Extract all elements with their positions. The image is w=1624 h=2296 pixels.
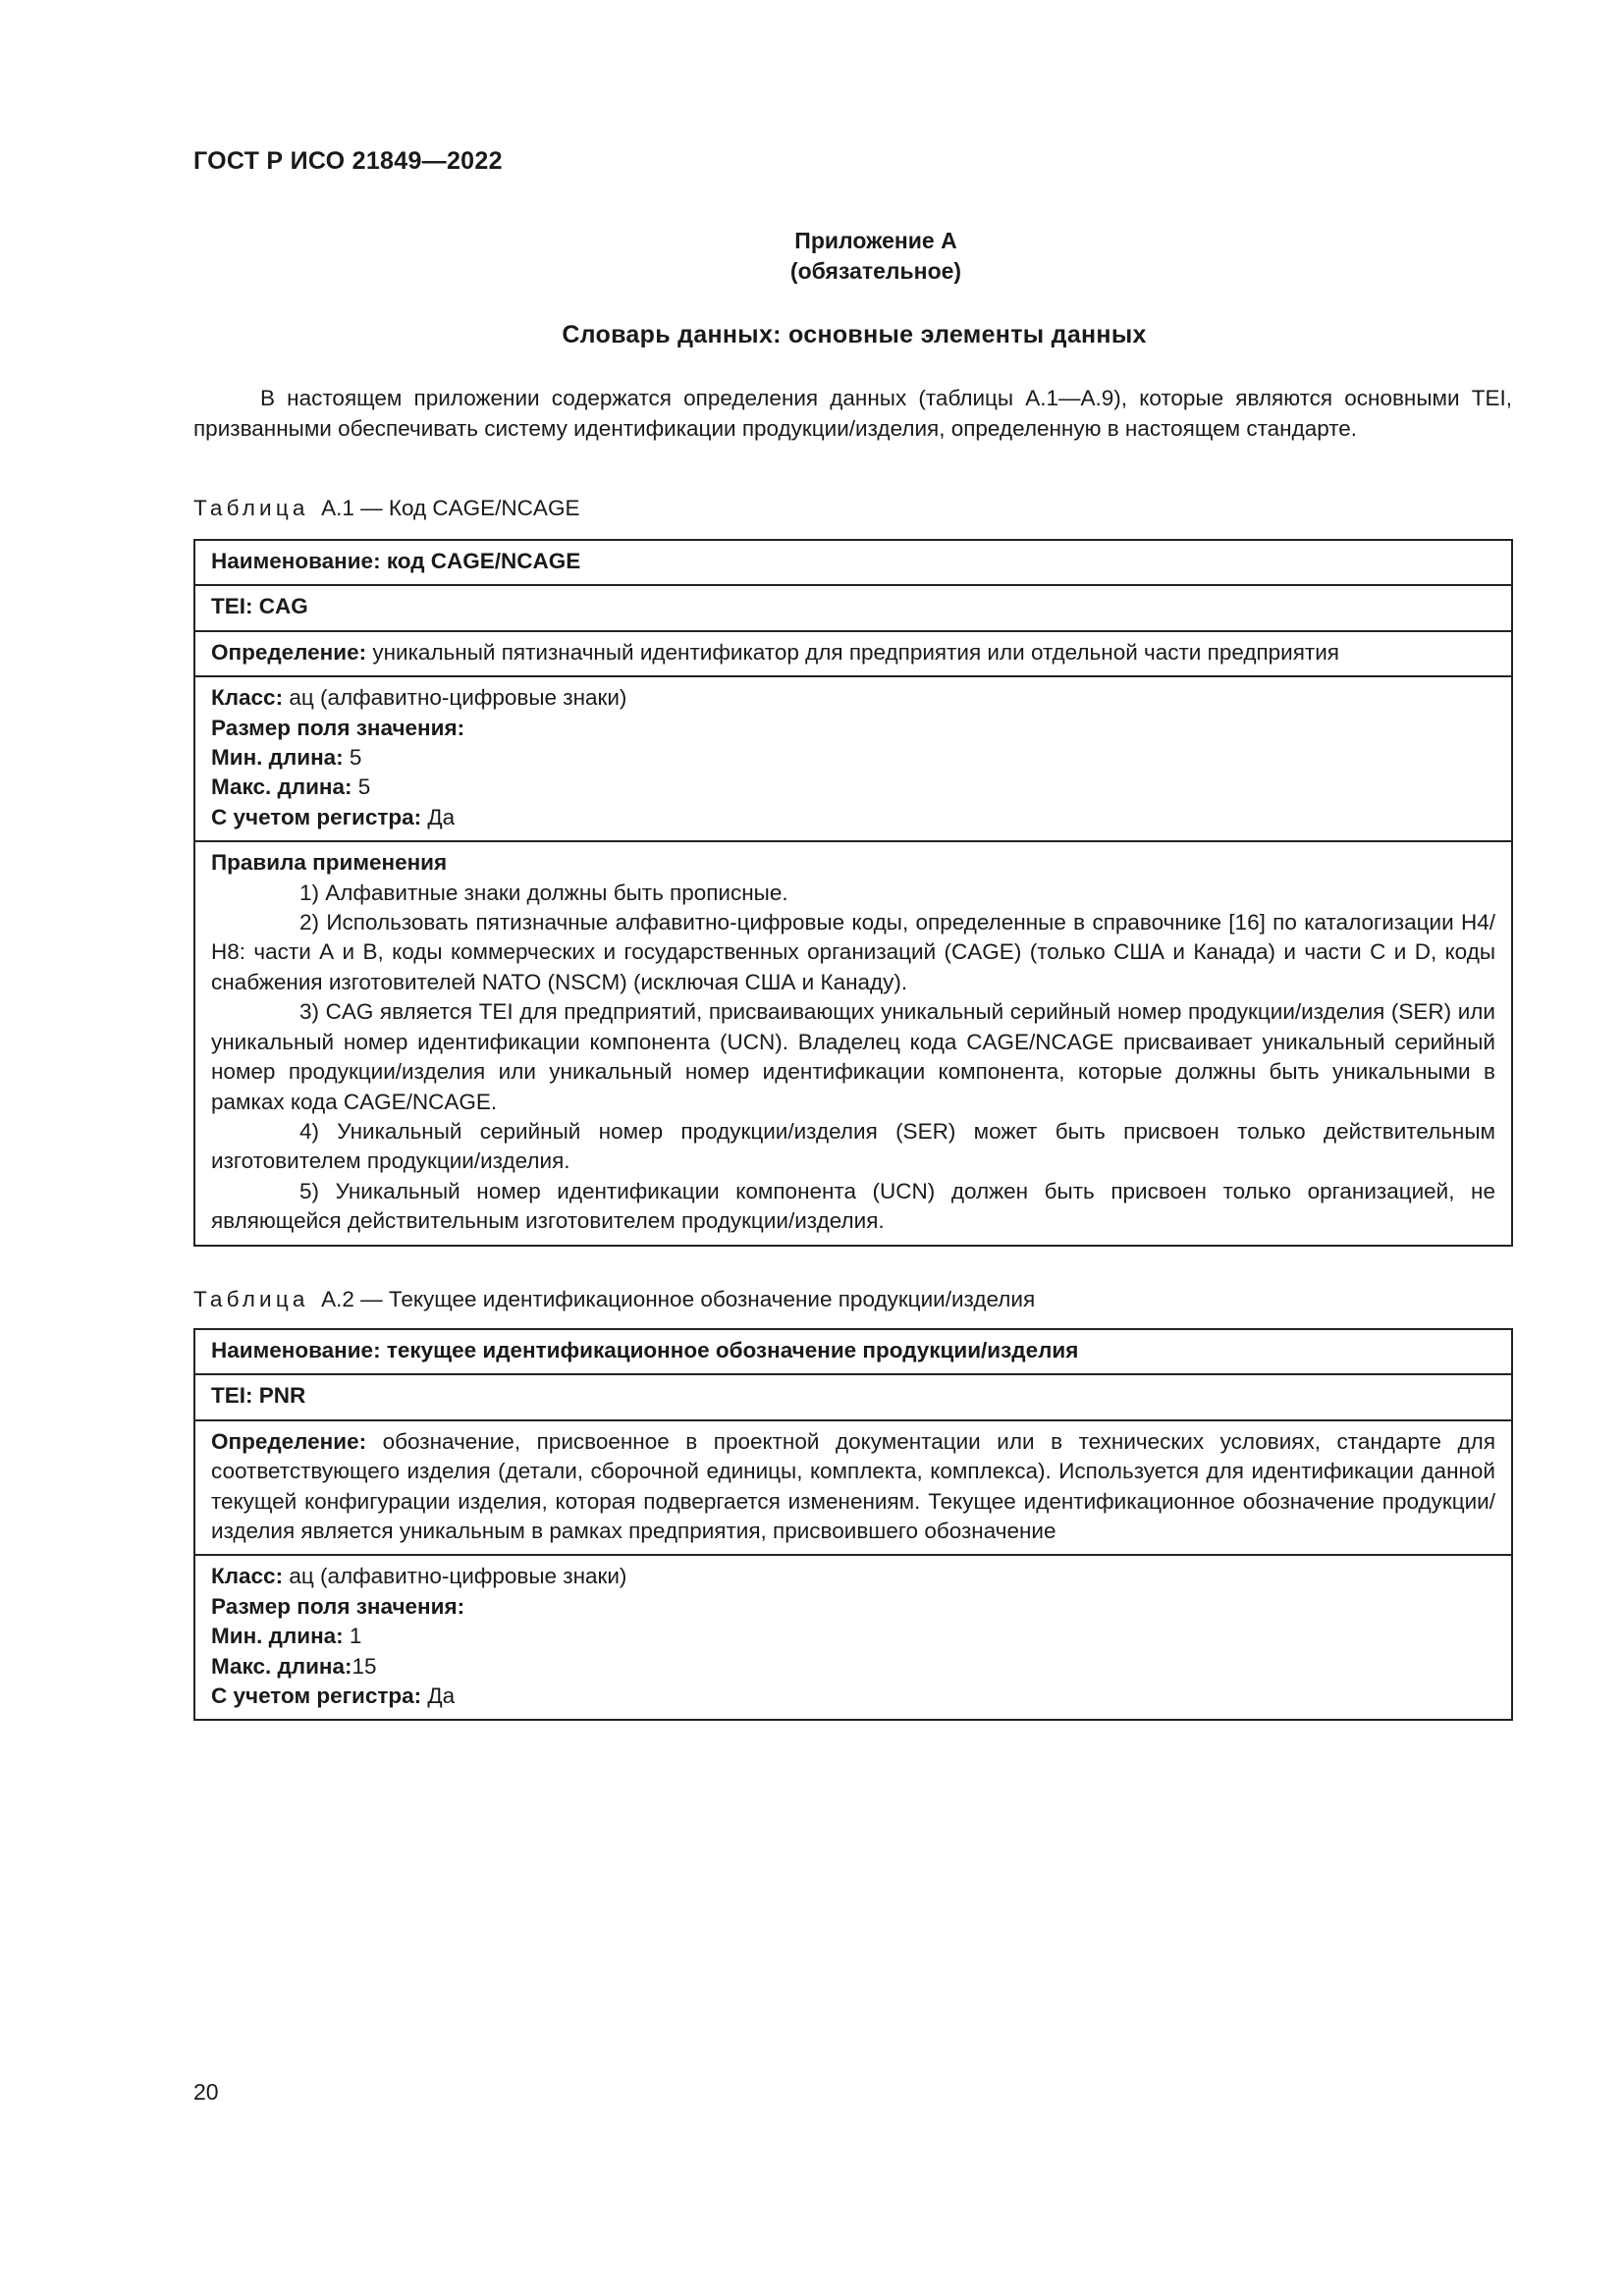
document-id: ГОСТ Р ИСО 21849—2022 (193, 147, 503, 175)
table1-caption (193, 494, 579, 523)
rule-item: 3) CAG является TEI для предприятий, присваивающих уникальный серийный номер продукции/изделия (SER) или уникальный номер идентификации компонента (UCN). Владелец кода CAGE/NCAGE присваивает уникальный серийный номер продукции/изделия или уникальный номер идентификации компонента, которые должны быть уникальными в рамках кода CAGE/NCAGE. (211, 999, 1495, 1114)
table-row (194, 631, 1512, 676)
intro-paragraph: В настоящем приложении содержатся определения данных (таблицы А.1—А.9), которые являются основными TEI, призванными обеспечивать систему идентификации продукции/изделия, определенную в настоящем стандарте. (193, 386, 1512, 441)
table1-caption-text: А.1 — Код CAGE/NCAGE (321, 496, 580, 520)
table-row (194, 1329, 1512, 1374)
table-row (194, 1555, 1512, 1720)
table-row (194, 676, 1512, 841)
page-number: 20 (193, 2079, 219, 2105)
table2-attributes: Класс: ац (алфавитно-цифровые знаки) Размер поля значения: Мин. длина: 1 Макс. длина:15 С учетом регистра: Да (194, 1555, 1512, 1720)
rule-item: 1) Алфавитные знаки должны быть прописные. (299, 880, 788, 905)
rules-title: Правила применения (211, 850, 448, 876)
table-row (194, 585, 1512, 630)
table1-attributes: Класс: ац (алфавитно-цифровые знаки) Размер поля значения: Мин. длина: 5 Макс. длина: 5 С учетом регистра: Да (194, 676, 1512, 841)
table2-caption-prefix: Таблица (193, 1287, 309, 1311)
rule-item: 4) Уникальный серийный номер продукции/изделия (SER) может быть присвоен только действительным изготовителем продукции/изделия. (211, 1118, 1495, 1174)
rule-item: 5) Уникальный номер идентификации компонента (UCN) должен быть присвоен только организацией, не являющейся действительным изготовителем продукции/изделия. (211, 1178, 1495, 1234)
section-title: Словарь данных: основные элементы данных (562, 321, 1147, 348)
appendix-title: Приложение А (794, 228, 957, 253)
table1-name: Наименование: код CAGE/NCAGE (194, 540, 1512, 585)
table-row (194, 1420, 1512, 1556)
table1-rules (194, 841, 1512, 1245)
table2-caption (193, 1285, 1035, 1314)
table1-definition: Определение: уникальный пятизначный идентификатор для предприятия или отдельной части предприятия (194, 631, 1512, 676)
table2-tei: TEI: PNR (194, 1374, 1512, 1419)
table-row (194, 841, 1512, 1245)
table2-name: Наименование: текущее идентификационное обозначение продукции/изделия (194, 1329, 1512, 1374)
table1-caption-prefix: Таблица (193, 496, 309, 520)
table-a1 (193, 539, 1513, 1247)
table2-caption-text: А.2 — Текущее идентификационное обозначение продукции/изделия (321, 1287, 1036, 1311)
table-row (194, 1374, 1512, 1419)
table1-tei: TEI: CAG (194, 585, 1512, 630)
rule-item: 2) Использовать пятизначные алфавитно-цифровые коды, определенные в справочнике [16] по каталогизации Н4/Н8: части А и В, коды коммерческих и государственных организаций (CAGE) (только США и Канада) и части С и D, коды снабжения изготовителей NATO (NSCM) (исключая США и Канаду). (211, 910, 1495, 994)
appendix-subtitle: (обязательное) (789, 258, 962, 284)
table-row (194, 540, 1512, 585)
table-a2 (193, 1328, 1513, 1721)
appendix-heading (0, 226, 1624, 287)
table2-definition: Определение: обозначение, присвоенное в проектной документации или в технических условиях, стандарте для соответствующего изделия (детали, сборочной единицы, комплекта, комплекса). Используется для идентификации данной текущей конфигурации изделия, которая подвергается изменениям. Текущее идентификационное обозначение продукции/изделия является уникальным в рамках предприятия, присвоившего обозначение (194, 1420, 1512, 1556)
